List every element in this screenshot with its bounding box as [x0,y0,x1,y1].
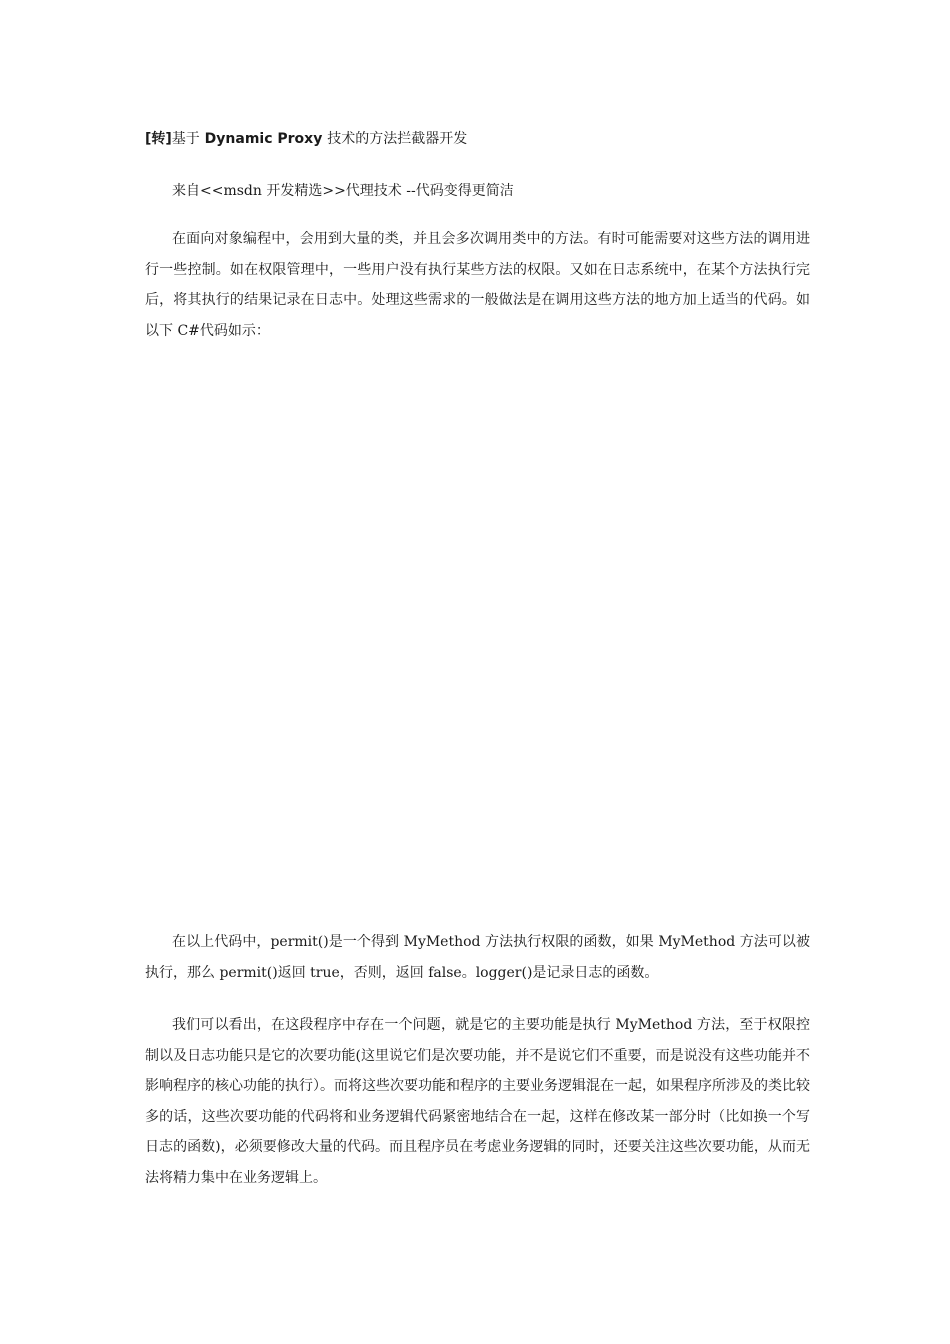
code-block-placeholder [145,362,810,912]
paragraph-code-explanation: 在以上代码中，permit()是一个得到 MyMethod 方法执行权限的函数，如果 MyMethod 方法可以被执行，那么 permit()返回 true，否则，返回 false。logger()是记录日志的函数。 [145,934,810,981]
source-line: 来自<<msdn 开发精选>>代理技术 --代码变得更简洁 [172,183,514,199]
document-title [145,128,467,150]
title-latin: Dynamic Proxy [199,131,328,147]
title-prefix-cn: 基于 [171,131,200,147]
paragraph-problem: 我们可以看出，在这段程序中存在一个问题，就是它的主要功能是执行 MyMethod 方法，至于权限控制以及日志功能只是它的次要功能(这里说它们是次要功能，并不是说它们不重要，而是说没有这些功能并不影响程序的核心功能的执行）。而将这些次要功能和程序的主要业务逻辑混在一起，如果程序所涉及的类比较多的话，这些次要功能的代码将和业务逻辑代码紧密地结合在一起，这样在修改某一部分时（比如换一个写日志的函数)，必须要修改大量的代码。而且程序员在考虑业务逻辑的同时，还要关注这些次要功能，从而无法将精力集中在业务逻辑上。 [145,1017,810,1186]
title-suffix: 技术的方法拦截器开发 [327,131,468,147]
paragraph-intro: 在面向对象编程中，会用到大量的类，并且会多次调用类中的方法。有时可能需要对这些方法的调用进行一些控制。如在权限管理中，一些用户没有执行某些方法的权限。又如在日志系统中，在某个方法执行完后，将其执行的结果记录在日志中。处理这些需求的一般做法是在调用这些方法的地方加上适当的代码。如以下 C#代码如示： [145,231,810,339]
title-prefix: [转] [145,131,172,147]
